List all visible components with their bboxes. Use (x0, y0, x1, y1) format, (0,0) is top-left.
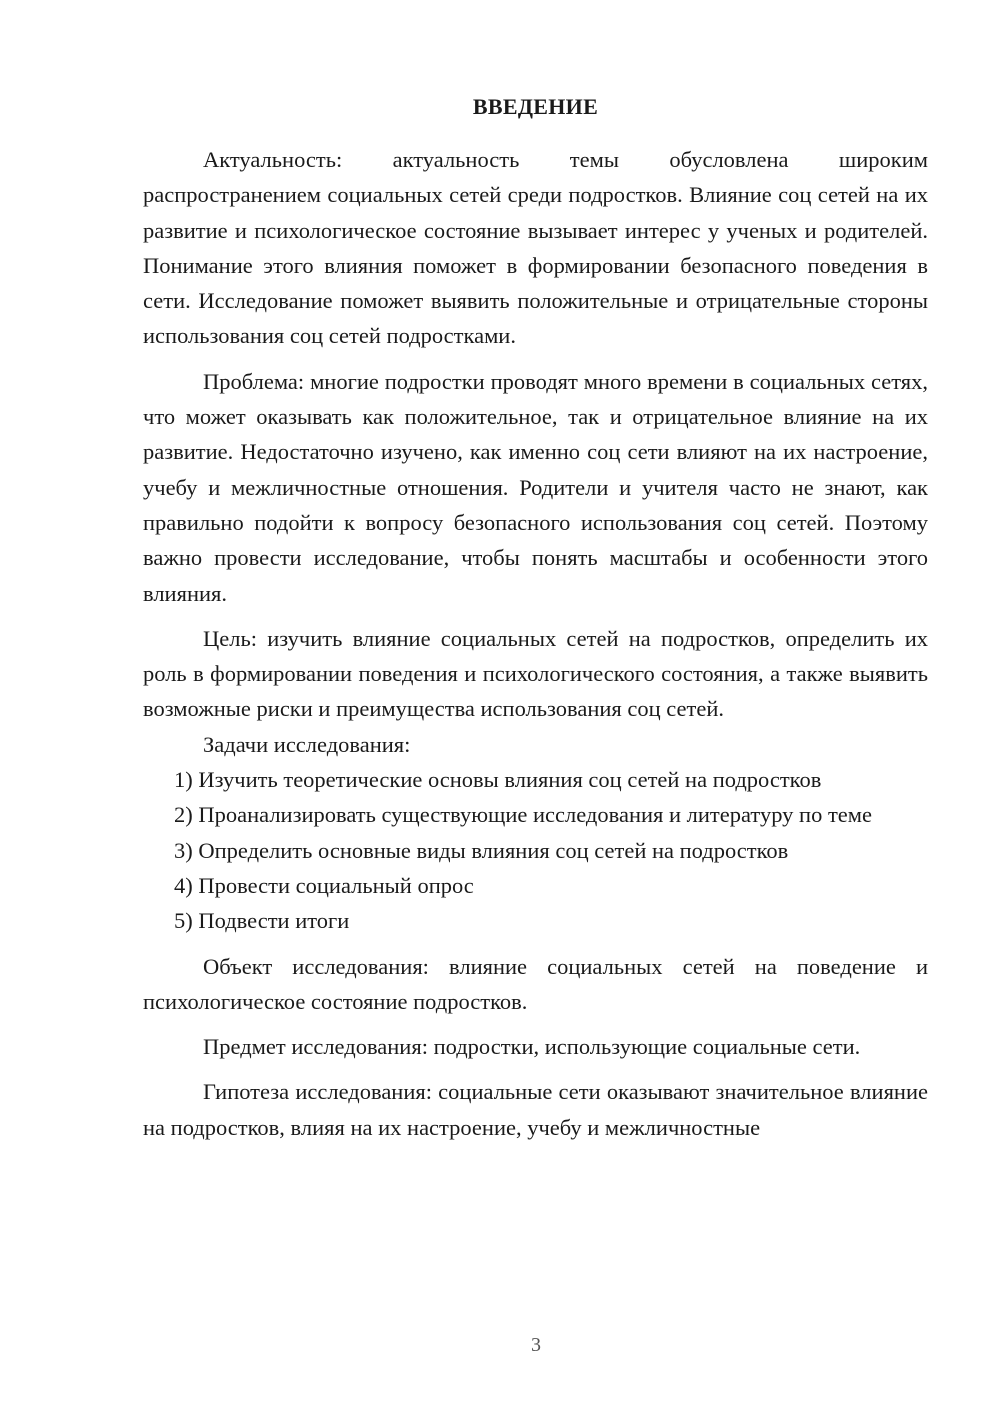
subject-paragraph: Предмет исследования: подростки, использующие социальные сети. (203, 1034, 861, 1060)
problem-paragraph: Проблема: многие подростки проводят много времени в социальных сетях, что может оказывать как положительное, так и отрицательное влияние на их развитие. Недостаточно изучено, как именно соц сети влияют на их настроение, учебу и межличностные отношения. Родители и учителя часто не знают, как правильно подойти к вопросу безопасного использования соц сетей. Поэтому важно провести исследование, чтобы понять масштабы и особенности этого влияния. (143, 368, 928, 606)
page-number: 3 (531, 1334, 541, 1356)
section-title: ВВЕДЕНИЕ (472, 94, 599, 119)
hypothesis-paragraph: Гипотеза исследования: социальные сети оказывают значительное влияние на подростков, влияя на их настроение, учебу и межличностные (143, 1079, 928, 1140)
task-item-3: 3) Определить основные виды влияния соц сетей на подростков (174, 837, 789, 863)
goal-paragraph: Цель: изучить влияние социальных сетей на подростков, определить их роль в формировании поведения и психологического состояния, а также выявить возможные риски и преимущества использования соц сетей. (143, 625, 928, 722)
body-text (143, 142, 928, 1145)
relevance-paragraph: Актуальность: актуальность темы обусловлена широким распространением социальных сетей среди подростков. Влияние соц сетей на их развитие и психологическое состояние вызывает интерес у ученых и родителей. Понимание этого влияния поможет в формировании безопасного поведения в сети. Исследование поможет выявить положительные и отрицательные стороны использования соц сетей подростками. (143, 147, 928, 349)
tasks-heading: Задачи исследования: (203, 731, 411, 757)
task-item-4: 4) Провести социальный опрос (174, 872, 474, 898)
task-item-1: 1) Изучить теоретические основы влияния соц сетей на подростков (174, 767, 822, 793)
object-paragraph: Объект исследования: влияние социальных сетей на поведение и психологическое состояние подростков. (143, 953, 928, 1014)
task-item-5: 5) Подвести итоги (174, 908, 350, 934)
task-item-2: 2) Проанализировать существующие исследования и литературу по теме (174, 802, 872, 828)
